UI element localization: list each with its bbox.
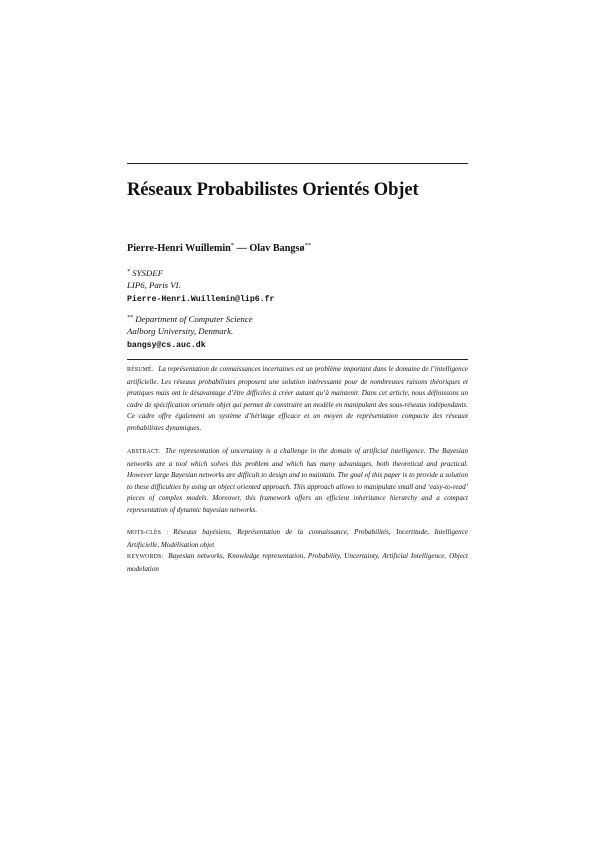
- resume-text: La représentation de connaissances incertaines est un problème important dans le domaine de l’intelligence artificielle. Les réseaux probabilistes proposent une solution intéressante pour de nombreuses raisons théoriques et pratiques mais ont le désavantage d’être difficiles à créer autant qu’à maintenir. Dans cet article, nous définissons un cadre de spécification orientée objet qui permet de construire un modèle en manipulant des sous-réseaux indépendants. Ce cadre offre également un système d’héritage efficace et un moyen de représentation compacte des réseaux probabilistes dynamiques.: [127, 365, 468, 432]
- resume-block: [127, 364, 468, 434]
- abstract-block: [127, 446, 468, 516]
- abstract-text: The representation of uncertainty is a challenge in the domain of artificial intelligence. The Bayesian networks are a tool which solves this problem and which has many advantages, both theoretical and practical. However large Bayesian networks are difficult to design and to maintain. The goal of this paper is to provide a solution to these difficulties by using an object oriented approach. This approach allows to manipulate small and ‘easy-to-read’ pieces of complex models. Moreover, this framework offers an efficient inheritance hierarchy and a compact representation of dynamic bayesian networks.: [127, 447, 468, 514]
- resume-label: RÉSUMÉ.: [127, 367, 154, 373]
- author-name: Olav Bangsø: [249, 243, 305, 254]
- paper-title: Réseaux Probabilistes Orientés Objet: [127, 180, 419, 200]
- author-name: Pierre-Henri Wuillemin: [127, 243, 231, 254]
- abstract-rule: [127, 359, 468, 360]
- abstract-label: ABSTRACT.: [127, 449, 161, 455]
- author-email[interactable]: bangsy@cs.auc.dk: [127, 341, 206, 350]
- affiliation-mark: *: [127, 269, 130, 275]
- affiliation-2: [127, 312, 468, 352]
- author-footnote-mark: *: [230, 242, 235, 249]
- motscles-block: [127, 527, 468, 551]
- motscles-label: MOTS-CLÉS :: [127, 530, 169, 536]
- affiliation-1: [127, 266, 468, 306]
- keywords-text: Bayesian networks, Knowledge representation, Probability, Uncertainty, Artificial Intelligence, Object modelation: [127, 552, 468, 573]
- keywords-block: [127, 551, 468, 575]
- author-line: [127, 242, 468, 254]
- affiliation-university: Aalborg University, Denmark.: [127, 326, 234, 336]
- keywords-label: KEYWORDS:: [127, 554, 164, 560]
- motscles-text: Réseaux bayésiens, Représentation de la connaissance, Probabilités, Incertitude, Intelligence Artificielle, Modélisation objet: [127, 528, 468, 549]
- affiliation-dept: Department of Computer Science: [135, 314, 253, 324]
- top-rule: [127, 163, 468, 164]
- affiliation-lab: LIP6, Paris VI.: [127, 280, 181, 290]
- author-footnote-mark: **: [304, 242, 312, 249]
- affiliation-org: SYSDEF: [132, 268, 163, 278]
- affiliation-mark: **: [127, 315, 133, 321]
- author-email[interactable]: Pierre-Henri.Wuillemin@lip6.fr: [127, 295, 275, 304]
- author-separator: —: [234, 243, 250, 254]
